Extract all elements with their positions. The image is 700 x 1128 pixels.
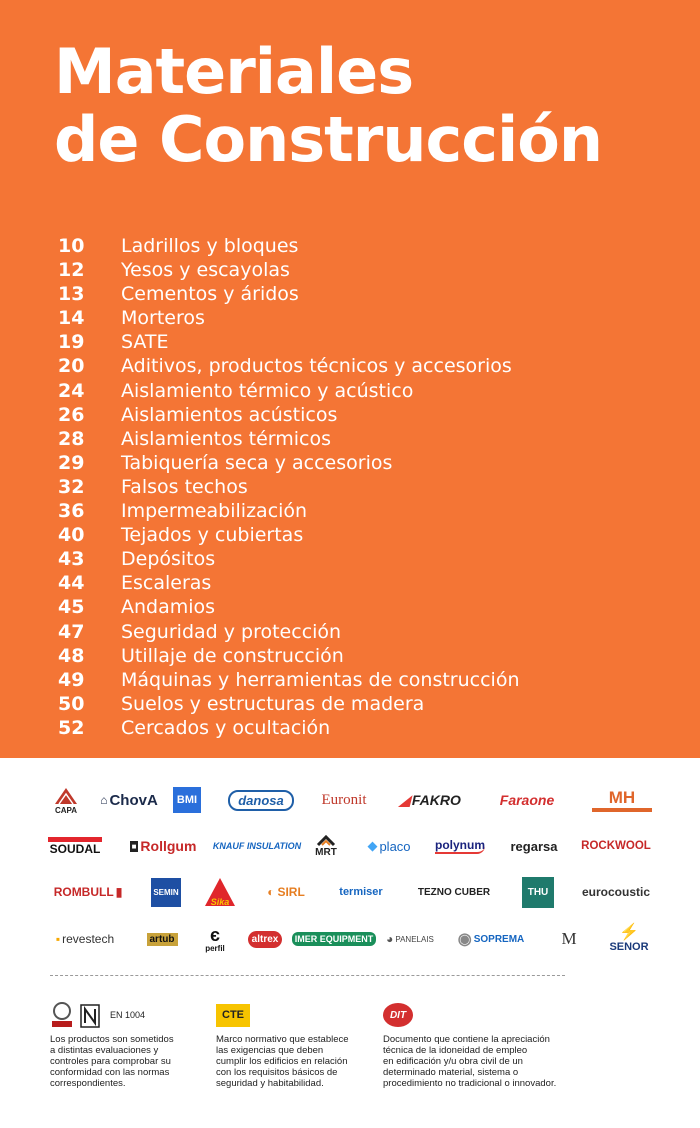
toc-page: 44: [58, 572, 85, 595]
toc-page: 12: [58, 259, 85, 282]
toc-page: 32: [58, 475, 85, 498]
cert-en1004: [50, 1000, 210, 1089]
toc-page: 36: [58, 500, 85, 523]
toc-label: Aislamientos térmicos: [121, 427, 332, 450]
toc-label: Andamios: [121, 596, 216, 619]
toc-item[interactable]: [58, 330, 519, 354]
toc-page: 24: [58, 379, 85, 402]
brand-logo-mrt: MRT: [310, 828, 342, 864]
brand-logo-rockwool: ROCKWOOL: [581, 840, 651, 852]
toc-label: Seguridad y protección: [121, 620, 342, 643]
brand-logo-regarsa: regarsa: [510, 838, 558, 854]
toc-page: 26: [58, 403, 85, 426]
cert-cte: [216, 1000, 376, 1089]
toc-page: 40: [58, 524, 85, 547]
toc-label: Aislamientos acústicos: [121, 403, 338, 426]
toc-label: Impermeabilización: [121, 500, 308, 523]
brand-logo-knauf: KNAUF INSULATION: [212, 841, 302, 851]
aenor-n-icon: [80, 1001, 100, 1029]
toc-item[interactable]: [58, 427, 519, 451]
toc-label: Utillaje de construcción: [121, 644, 344, 667]
mh-underline: [592, 808, 652, 812]
toc-item[interactable]: [58, 258, 519, 282]
toc-item[interactable]: [58, 571, 519, 595]
toc-page: 13: [58, 283, 85, 306]
brand-logo-rollgum: ■ Rollgum: [131, 838, 197, 854]
table-of-contents: [58, 234, 519, 740]
brand-logo-senor: ⚡ SENOR: [609, 924, 649, 953]
toc-item[interactable]: [58, 644, 519, 668]
toc-label: Depósitos: [121, 548, 216, 571]
rombull-mark-icon: ▮: [115, 885, 123, 899]
title-line-2: de Construcción: [54, 103, 602, 176]
brand-logo-sika: Sika: [202, 874, 238, 910]
toc-label: Aislamiento térmico y acústico: [121, 379, 414, 402]
bureau-veritas-icon: [50, 1001, 74, 1029]
cert-dit-badge: [383, 1000, 583, 1030]
brand-logo-termiser: termiser: [339, 886, 383, 898]
brand-logo-fakro: ◢ FAKRO: [399, 791, 461, 808]
soprema-elephant-icon: ◉: [457, 931, 472, 948]
rollgum-mark-icon: ■: [131, 841, 137, 851]
brand-logo-soudal: SOUDAL: [46, 828, 104, 864]
toc-label: Morteros: [121, 307, 205, 330]
toc-label: Tabiquería seca y accesorios: [121, 451, 393, 474]
cte-description: Marco normativo que establece las exigencias que deben cumplir los edificios en relación con los requisitos básicos de seguridad y habitabilidad.: [216, 1034, 349, 1089]
toc-label: Tejados y cubiertas: [121, 524, 304, 547]
toc-label: Cementos y áridos: [121, 283, 299, 306]
toc-item[interactable]: [58, 668, 519, 692]
brand-logo-revestech: ▪ revestech: [55, 932, 115, 946]
brand-logo-capa: CAPA: [46, 782, 86, 818]
brand-logo-altrex: altrex: [242, 921, 288, 957]
brand-logo-chova: ⌂ ChovA: [100, 791, 158, 809]
toc-page: 29: [58, 451, 85, 474]
brand-logo-artub: artub: [138, 921, 186, 957]
brand-logo-mh: MH: [590, 782, 654, 818]
toc-label: Escaleras: [121, 572, 212, 595]
toc-item[interactable]: [58, 403, 519, 427]
toc-label: Ladrillos y bloques: [121, 235, 299, 257]
toc-item[interactable]: [58, 379, 519, 403]
toc-page: 45: [58, 596, 85, 619]
toc-label: Falsos techos: [121, 475, 248, 498]
brand-logo-euronit: Euronit: [321, 791, 367, 808]
brand-logo-tezno-cuber: TEZNO CUBER: [417, 886, 491, 898]
brand-logo-thu: THU: [520, 874, 556, 910]
toc-item[interactable]: [58, 451, 519, 475]
toc-item[interactable]: [58, 716, 519, 740]
toc-page: 48: [58, 644, 85, 667]
perfil-mark-icon: є: [210, 924, 220, 945]
toc-label: Aditivos, productos técnicos y accesorios: [121, 355, 512, 378]
toc-item[interactable]: [58, 499, 519, 523]
toc-item[interactable]: [58, 475, 519, 499]
title-line-1: Materiales: [54, 35, 414, 108]
sirl-circle-icon: ◐: [267, 885, 275, 899]
brand-logo-cementos: M: [561, 929, 577, 948]
fakro-mark-icon: ◢: [399, 791, 410, 808]
brand-row-1: [46, 782, 658, 818]
en-description: Los productos son sometidos a distintas evaluaciones y controles para comprobar su conformidad con las normas correspondientes.: [50, 1034, 174, 1089]
brand-logo-faraone: Faraone: [499, 792, 555, 808]
brand-row-2: [46, 828, 658, 864]
brand-logo-panelais: ◕ PANELAIS: [386, 932, 434, 946]
toc-item[interactable]: [58, 354, 519, 378]
toc-page: 19: [58, 331, 85, 354]
cert-cte-badge: [216, 1000, 376, 1030]
toc-page: 49: [58, 668, 85, 691]
page-title: [54, 35, 602, 176]
brand-logo-placo: ◆ placo: [367, 838, 411, 854]
brand-logo-perfil: є perfil: [205, 924, 225, 953]
brand-logo-bmi: BMI: [172, 782, 202, 818]
dit-badge: DIT: [383, 1003, 413, 1027]
toc-page: 20: [58, 355, 85, 378]
toc-item[interactable]: [58, 547, 519, 571]
brand-logo-danosa: danosa: [222, 782, 300, 818]
toc-label: SATE: [121, 331, 169, 354]
placo-mark-icon: ◆: [367, 838, 378, 853]
toc-page: 52: [58, 716, 85, 739]
toc-page: 10: [58, 235, 85, 257]
brand-logo-polynum: polynum: [435, 838, 485, 852]
toc-page: 28: [58, 427, 85, 450]
cte-badge: CTE: [216, 1004, 250, 1027]
brand-logo-soprema: ◉ SOPREMA: [457, 931, 525, 948]
toc-label: Yesos y escayolas: [121, 259, 290, 282]
brand-logo-semin: SEMIN: [150, 874, 182, 910]
toc-label: Suelos y estructuras de madera: [121, 692, 425, 715]
toc-item[interactable]: [58, 620, 519, 644]
toc-item[interactable]: [58, 282, 519, 306]
toc-item[interactable]: [58, 234, 519, 258]
mrt-mark-icon: [316, 835, 336, 847]
toc-label: Máquinas y herramientas de construcción: [121, 668, 520, 691]
brand-row-3: [46, 874, 658, 910]
brand-logo-eurocoustic: eurocoustic: [581, 885, 650, 899]
capa-roof-icon: [53, 786, 79, 806]
brand-row-4: [46, 921, 658, 957]
brand-logo-rombull: ROMBULL ▮: [53, 885, 123, 899]
toc-item[interactable]: [58, 523, 519, 547]
house-icon: ⌂: [100, 793, 108, 807]
toc-page: 50: [58, 692, 85, 715]
toc-page: 47: [58, 620, 85, 643]
section-divider: [50, 975, 565, 976]
en-label: EN 1004: [110, 1009, 146, 1020]
toc-page: 43: [58, 548, 85, 571]
toc-item[interactable]: [58, 595, 519, 619]
cert-dit: [383, 1000, 583, 1089]
senor-mark-icon: ⚡: [619, 924, 639, 941]
brand-logo-imer: IMER EQUIPMENT: [302, 921, 366, 957]
brand-logo-sirl: ◐ SIRL: [267, 885, 305, 899]
revestech-mark-icon: ▪: [55, 932, 61, 946]
toc-page: 14: [58, 307, 85, 330]
panelais-circle-icon: ◕: [386, 932, 394, 946]
toc-item[interactable]: [58, 692, 519, 716]
dit-description: Documento que contiene la apreciación técnica de la idoneidad de empleo en edificación y/u obra civil de un determinado material, sistema o procedimiento no tradicional o innovador.: [383, 1034, 557, 1089]
toc-item[interactable]: [58, 306, 519, 330]
toc-label: Cercados y ocultación: [121, 716, 331, 739]
cert-en-badges: [50, 1000, 210, 1030]
